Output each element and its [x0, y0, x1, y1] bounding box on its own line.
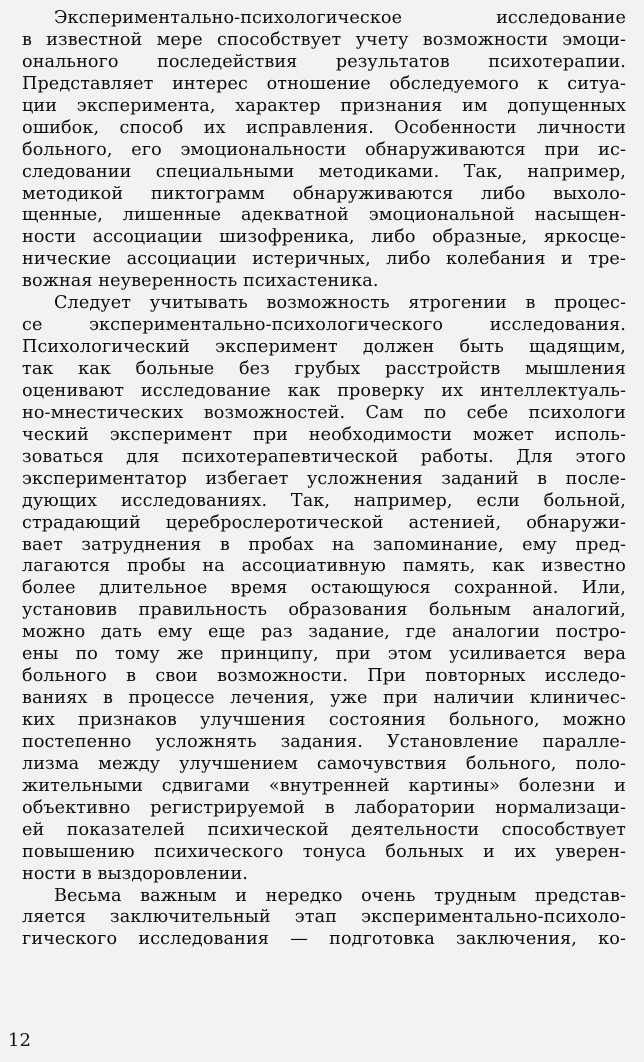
text-line: экспериментатор избегает усложнения заданий в после-: [22, 468, 626, 489]
text-line: больного в свои возможности. При повторных исследо-: [22, 666, 626, 687]
text-line: вожная неуверенность психастеника.: [22, 271, 379, 292]
text-line: можно дать ему еще раз задание, где аналогии постро-: [22, 622, 626, 643]
text-line: онального последействия результатов психотерапии.: [22, 51, 626, 72]
text-line: ности в выздоровлении.: [22, 863, 248, 884]
text-line: так как больные без грубых расстройств мышления: [22, 359, 626, 379]
text-line: повышению психического тонуса больных и их уверен-: [22, 841, 626, 862]
text-line: ляется заключительный этап экспериментально-психоло-: [22, 907, 626, 928]
text-line: ции эксперимента, характер признания им допущенных: [22, 95, 626, 116]
text-line: Весьма важным и нередко очень трудным представ-: [54, 885, 626, 906]
text-line: ности ассоциации шизофреника, либо образные, яркосце-: [22, 227, 626, 248]
paragraph-1: [22, 8, 626, 293]
text-line: Представляет интерес отношение обследуемого к ситуа-: [22, 73, 626, 94]
text-line: объективно регистрируемой в лаборатории нормализаци-: [22, 797, 626, 818]
text-line: ваниях в процессе лечения, уже при наличии клиничес-: [22, 688, 626, 709]
text-line: гического исследования — подготовка заключения, ко-: [22, 929, 626, 950]
text-line: ких признаков улучшения состояния больного, можно: [22, 710, 626, 730]
text-line: щенные, лишенные адекватной эмоциональной насыщен-: [22, 205, 626, 226]
text-line: в известной мере способствует учету возможности эмоци-: [22, 29, 626, 50]
text-line: более длительное время остающуюся сохранной. Или,: [22, 578, 626, 599]
text-line: оценивают исследование как проверку их интеллектуаль-: [22, 380, 626, 401]
text-line: постепенно усложнять задания. Установление паралле-: [22, 731, 626, 752]
text-line: ческий эксперимент при необходимости может исполь-: [22, 424, 626, 445]
text-line: установив правильность образования больным аналогий,: [22, 600, 626, 621]
text-line: но-мнестических возможностей. Сам по себе психологи: [22, 402, 626, 423]
text-line: ошибок, способ их исправления. Особенности личности: [22, 117, 626, 138]
text-line: лизма между улучшением самочувствия больного, поло-: [22, 753, 626, 774]
text-line: ены по тому же принципу, при этом усиливается вера: [22, 644, 626, 665]
paragraph-2: [22, 293, 626, 885]
page-number: 12: [8, 1030, 31, 1051]
text-line: Следует учитывать возможность ятрогении в процес-: [54, 293, 626, 314]
text-line: лагаются пробы на ассоциативную память, как известно: [22, 556, 626, 577]
paragraph-3: [22, 886, 626, 952]
text-line: страдающий цереброслеротической астенией, обнаружи-: [22, 512, 626, 533]
text-line: ей показателей психической деятельности способствует: [22, 819, 626, 840]
text-line: вает затруднения в пробах на запоминание, ему пред-: [22, 534, 626, 555]
text-line: жительными сдвигами «внутренней картины» болезни и: [22, 775, 626, 796]
body-text: [22, 8, 626, 951]
text-line: нические ассоциации истеричных, либо колебания и тре-: [22, 249, 626, 270]
text-line: Психологический эксперимент должен быть щадящим,: [22, 337, 626, 358]
text-line: Экспериментально-психологическое исследование: [54, 8, 626, 28]
text-line: больного, его эмоциональности обнаруживаются при ис-: [22, 139, 626, 160]
text-line: се экспериментально-психологического исследования.: [22, 315, 626, 336]
text-line: зоваться для психотерапевтической работы. Для этого: [22, 446, 626, 467]
text-line: методикой пиктограмм обнаруживаются либо выхоло-: [22, 183, 626, 204]
text-line: дующих исследованиях. Так, например, если больной,: [22, 490, 626, 511]
text-line: следовании специальными методиками. Так, например,: [22, 161, 626, 182]
